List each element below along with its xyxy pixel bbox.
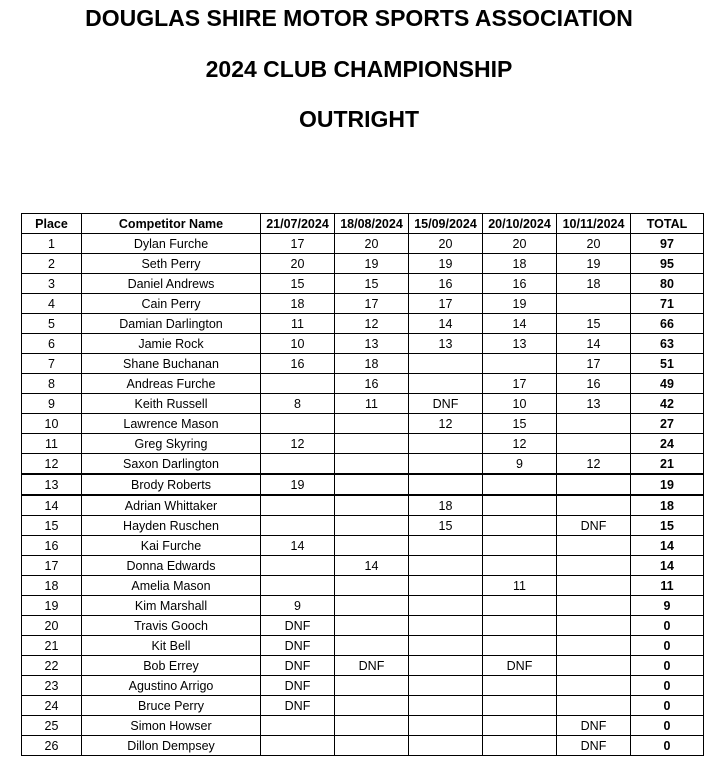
- round-5-cell: [557, 495, 631, 516]
- round-2-cell: [335, 616, 409, 636]
- round-1-cell: DNF: [261, 616, 335, 636]
- round-2-cell: 17: [335, 294, 409, 314]
- round-4-cell: [483, 696, 557, 716]
- table-row: [22, 394, 704, 414]
- table-row: [22, 434, 704, 454]
- round-3-cell: [409, 474, 483, 495]
- place-cell: 18: [22, 576, 82, 596]
- round-2-cell: [335, 676, 409, 696]
- table-row: [22, 556, 704, 576]
- round-1-cell: 14: [261, 536, 335, 556]
- round-5-cell: 19: [557, 254, 631, 274]
- place-cell: 1: [22, 234, 82, 254]
- total-cell: 14: [631, 536, 704, 556]
- round-2-cell: [335, 736, 409, 756]
- round-1-cell: [261, 374, 335, 394]
- association-title: DOUGLAS SHIRE MOTOR SPORTS ASSOCIATION: [85, 5, 633, 31]
- round-4-cell: [483, 676, 557, 696]
- competitor-name-cell: Kai Furche: [82, 536, 261, 556]
- round-5-cell: [557, 696, 631, 716]
- place-cell: 13: [22, 474, 82, 495]
- round-5-cell: [557, 414, 631, 434]
- round-4-cell: 17: [483, 374, 557, 394]
- total-cell: 18: [631, 495, 704, 516]
- competitor-name-cell: Donna Edwards: [82, 556, 261, 576]
- place-cell: 16: [22, 536, 82, 556]
- place-cell: 20: [22, 616, 82, 636]
- round-1-cell: [261, 576, 335, 596]
- round-1-cell: [261, 716, 335, 736]
- table-row: [22, 354, 704, 374]
- table-row: [22, 676, 704, 696]
- round-4-cell: 13: [483, 334, 557, 354]
- round-2-cell: [335, 495, 409, 516]
- round-5-cell: 18: [557, 274, 631, 294]
- results-table: [21, 213, 704, 756]
- competitor-name-cell: Bob Errey: [82, 656, 261, 676]
- round-3-cell: 16: [409, 274, 483, 294]
- round-4-cell: [483, 556, 557, 576]
- round-2-cell: 19: [335, 254, 409, 274]
- round-4-cell: [483, 616, 557, 636]
- round-2-header: 18/08/2024: [335, 214, 409, 234]
- round-4-cell: [483, 636, 557, 656]
- round-3-cell: [409, 696, 483, 716]
- round-1-cell: [261, 414, 335, 434]
- round-4-cell: [483, 716, 557, 736]
- total-cell: 15: [631, 516, 704, 536]
- round-3-cell: [409, 354, 483, 374]
- round-3-cell: [409, 374, 483, 394]
- table-body: [22, 234, 704, 756]
- round-4-cell: [483, 596, 557, 616]
- place-cell: 7: [22, 354, 82, 374]
- round-4-cell: 19: [483, 294, 557, 314]
- total-cell: 27: [631, 414, 704, 434]
- table-row: [22, 314, 704, 334]
- total-cell: 0: [631, 736, 704, 756]
- round-1-cell: [261, 495, 335, 516]
- round-5-cell: [557, 576, 631, 596]
- round-1-cell: 12: [261, 434, 335, 454]
- round-4-cell: 12: [483, 434, 557, 454]
- place-cell: 2: [22, 254, 82, 274]
- round-5-cell: [557, 676, 631, 696]
- round-4-cell: 20: [483, 234, 557, 254]
- table-row: [22, 234, 704, 254]
- round-5-cell: [557, 474, 631, 495]
- round-2-cell: [335, 716, 409, 736]
- place-header: Place: [22, 214, 82, 234]
- total-cell: 0: [631, 676, 704, 696]
- table-row: [22, 656, 704, 676]
- round-5-cell: [557, 294, 631, 314]
- table-row: [22, 576, 704, 596]
- round-2-cell: 20: [335, 234, 409, 254]
- round-2-cell: [335, 596, 409, 616]
- total-cell: 0: [631, 696, 704, 716]
- round-3-cell: 18: [409, 495, 483, 516]
- total-cell: 80: [631, 274, 704, 294]
- round-3-cell: [409, 576, 483, 596]
- competitor-name-header: Competitor Name: [82, 214, 261, 234]
- round-1-cell: 11: [261, 314, 335, 334]
- round-2-cell: 16: [335, 374, 409, 394]
- table-row: [22, 596, 704, 616]
- total-cell: 0: [631, 636, 704, 656]
- total-cell: 0: [631, 616, 704, 636]
- competitor-name-cell: Dylan Furche: [82, 234, 261, 254]
- round-3-cell: [409, 676, 483, 696]
- place-cell: 5: [22, 314, 82, 334]
- championship-title: 2024 CLUB CHAMPIONSHIP: [205, 56, 513, 82]
- table-row: [22, 516, 704, 536]
- round-1-cell: [261, 556, 335, 576]
- round-5-cell: DNF: [557, 736, 631, 756]
- competitor-name-cell: Agustino Arrigo: [82, 676, 261, 696]
- round-4-cell: [483, 495, 557, 516]
- total-cell: 97: [631, 234, 704, 254]
- total-cell: 49: [631, 374, 704, 394]
- round-4-header: 20/10/2024: [483, 214, 557, 234]
- total-cell: 9: [631, 596, 704, 616]
- competitor-name-cell: Hayden Ruschen: [82, 516, 261, 536]
- round-2-cell: 13: [335, 334, 409, 354]
- table-header-row: [22, 214, 704, 234]
- table-row: [22, 636, 704, 656]
- round-5-cell: 14: [557, 334, 631, 354]
- total-cell: 42: [631, 394, 704, 414]
- round-3-cell: 14: [409, 314, 483, 334]
- round-1-cell: 10: [261, 334, 335, 354]
- place-cell: 14: [22, 495, 82, 516]
- table-row: [22, 716, 704, 736]
- round-5-cell: 16: [557, 374, 631, 394]
- place-cell: 22: [22, 656, 82, 676]
- round-2-cell: 14: [335, 556, 409, 576]
- competitor-name-cell: Andreas Furche: [82, 374, 261, 394]
- place-cell: 15: [22, 516, 82, 536]
- table-row: [22, 474, 704, 495]
- round-5-cell: DNF: [557, 516, 631, 536]
- place-cell: 6: [22, 334, 82, 354]
- competitor-name-cell: Simon Howser: [82, 716, 261, 736]
- table-row: [22, 414, 704, 434]
- total-cell: 95: [631, 254, 704, 274]
- place-cell: 11: [22, 434, 82, 454]
- round-4-cell: 15: [483, 414, 557, 434]
- round-2-cell: [335, 414, 409, 434]
- place-cell: 23: [22, 676, 82, 696]
- round-5-cell: [557, 596, 631, 616]
- place-cell: 4: [22, 294, 82, 314]
- round-3-cell: [409, 454, 483, 475]
- table-row: [22, 274, 704, 294]
- place-cell: 17: [22, 556, 82, 576]
- category-title: OUTRIGHT: [298, 106, 420, 132]
- round-3-cell: [409, 736, 483, 756]
- round-3-cell: [409, 434, 483, 454]
- round-2-cell: [335, 516, 409, 536]
- place-cell: 26: [22, 736, 82, 756]
- round-4-cell: 11: [483, 576, 557, 596]
- round-4-cell: [483, 736, 557, 756]
- round-4-cell: [483, 516, 557, 536]
- round-5-cell: [557, 616, 631, 636]
- round-5-cell: 12: [557, 454, 631, 475]
- round-5-cell: 20: [557, 234, 631, 254]
- competitor-name-cell: Cain Perry: [82, 294, 261, 314]
- round-3-cell: [409, 596, 483, 616]
- round-3-cell: DNF: [409, 394, 483, 414]
- table-row: [22, 294, 704, 314]
- round-3-cell: 19: [409, 254, 483, 274]
- round-2-cell: [335, 474, 409, 495]
- table-row: [22, 536, 704, 556]
- round-4-cell: [483, 536, 557, 556]
- place-cell: 21: [22, 636, 82, 656]
- place-cell: 8: [22, 374, 82, 394]
- round-5-cell: [557, 536, 631, 556]
- round-5-cell: [557, 656, 631, 676]
- round-4-cell: [483, 354, 557, 374]
- total-cell: 66: [631, 314, 704, 334]
- round-1-cell: 9: [261, 596, 335, 616]
- place-cell: 25: [22, 716, 82, 736]
- round-4-cell: DNF: [483, 656, 557, 676]
- table-row: [22, 495, 704, 516]
- round-2-cell: [335, 636, 409, 656]
- round-3-cell: [409, 716, 483, 736]
- competitor-name-cell: Keith Russell: [82, 394, 261, 414]
- place-cell: 3: [22, 274, 82, 294]
- total-header: TOTAL: [631, 214, 704, 234]
- round-4-cell: [483, 474, 557, 495]
- round-1-cell: 8: [261, 394, 335, 414]
- competitor-name-cell: Adrian Whittaker: [82, 495, 261, 516]
- round-5-header: 10/11/2024: [557, 214, 631, 234]
- competitor-name-cell: Dillon Dempsey: [82, 736, 261, 756]
- total-cell: 24: [631, 434, 704, 454]
- total-cell: 63: [631, 334, 704, 354]
- round-3-header: 15/09/2024: [409, 214, 483, 234]
- round-2-cell: [335, 696, 409, 716]
- place-cell: 12: [22, 454, 82, 475]
- competitor-name-cell: Bruce Perry: [82, 696, 261, 716]
- round-3-cell: [409, 636, 483, 656]
- competitor-name-cell: Lawrence Mason: [82, 414, 261, 434]
- table-row: [22, 334, 704, 354]
- place-cell: 19: [22, 596, 82, 616]
- round-2-cell: 11: [335, 394, 409, 414]
- total-cell: 14: [631, 556, 704, 576]
- round-2-cell: 15: [335, 274, 409, 294]
- round-5-cell: DNF: [557, 716, 631, 736]
- table-row: [22, 696, 704, 716]
- competitor-name-cell: Shane Buchanan: [82, 354, 261, 374]
- competitor-name-cell: Damian Darlington: [82, 314, 261, 334]
- round-5-cell: 13: [557, 394, 631, 414]
- round-2-cell: 12: [335, 314, 409, 334]
- table-row: [22, 736, 704, 756]
- round-1-cell: DNF: [261, 676, 335, 696]
- competitor-name-cell: Brody Roberts: [82, 474, 261, 495]
- round-2-cell: 18: [335, 354, 409, 374]
- round-4-cell: 16: [483, 274, 557, 294]
- round-1-cell: 19: [261, 474, 335, 495]
- total-cell: 0: [631, 656, 704, 676]
- round-3-cell: [409, 656, 483, 676]
- round-5-cell: 17: [557, 354, 631, 374]
- total-cell: 19: [631, 474, 704, 495]
- round-2-cell: [335, 454, 409, 475]
- round-2-cell: DNF: [335, 656, 409, 676]
- round-4-cell: 18: [483, 254, 557, 274]
- competitor-name-cell: Kim Marshall: [82, 596, 261, 616]
- table-row: [22, 254, 704, 274]
- round-5-cell: [557, 636, 631, 656]
- round-1-cell: 18: [261, 294, 335, 314]
- round-1-cell: [261, 736, 335, 756]
- round-3-cell: 15: [409, 516, 483, 536]
- total-cell: 71: [631, 294, 704, 314]
- round-3-cell: [409, 616, 483, 636]
- competitor-name-cell: Greg Skyring: [82, 434, 261, 454]
- round-4-cell: 10: [483, 394, 557, 414]
- total-cell: 51: [631, 354, 704, 374]
- round-1-cell: DNF: [261, 696, 335, 716]
- round-3-cell: 12: [409, 414, 483, 434]
- round-5-cell: [557, 556, 631, 576]
- table-row: [22, 616, 704, 636]
- round-3-cell: [409, 536, 483, 556]
- round-2-cell: [335, 536, 409, 556]
- place-cell: 10: [22, 414, 82, 434]
- total-cell: 11: [631, 576, 704, 596]
- round-3-cell: 17: [409, 294, 483, 314]
- round-4-cell: 9: [483, 454, 557, 475]
- round-1-cell: 16: [261, 354, 335, 374]
- round-3-cell: [409, 556, 483, 576]
- round-4-cell: 14: [483, 314, 557, 334]
- round-1-cell: [261, 454, 335, 475]
- round-1-cell: [261, 516, 335, 536]
- competitor-name-cell: Daniel Andrews: [82, 274, 261, 294]
- competitor-name-cell: Jamie Rock: [82, 334, 261, 354]
- competitor-name-cell: Saxon Darlington: [82, 454, 261, 475]
- competitor-name-cell: Seth Perry: [82, 254, 261, 274]
- round-1-header: 21/07/2024: [261, 214, 335, 234]
- round-3-cell: 13: [409, 334, 483, 354]
- round-5-cell: 15: [557, 314, 631, 334]
- total-cell: 21: [631, 454, 704, 475]
- round-5-cell: [557, 434, 631, 454]
- round-2-cell: [335, 434, 409, 454]
- competitor-name-cell: Amelia Mason: [82, 576, 261, 596]
- round-3-cell: 20: [409, 234, 483, 254]
- round-1-cell: DNF: [261, 636, 335, 656]
- round-1-cell: 20: [261, 254, 335, 274]
- round-2-cell: [335, 576, 409, 596]
- competitor-name-cell: Kit Bell: [82, 636, 261, 656]
- round-1-cell: 17: [261, 234, 335, 254]
- place-cell: 9: [22, 394, 82, 414]
- round-1-cell: 15: [261, 274, 335, 294]
- round-1-cell: DNF: [261, 656, 335, 676]
- table-row: [22, 374, 704, 394]
- total-cell: 0: [631, 716, 704, 736]
- table-row: [22, 454, 704, 475]
- place-cell: 24: [22, 696, 82, 716]
- competitor-name-cell: Travis Gooch: [82, 616, 261, 636]
